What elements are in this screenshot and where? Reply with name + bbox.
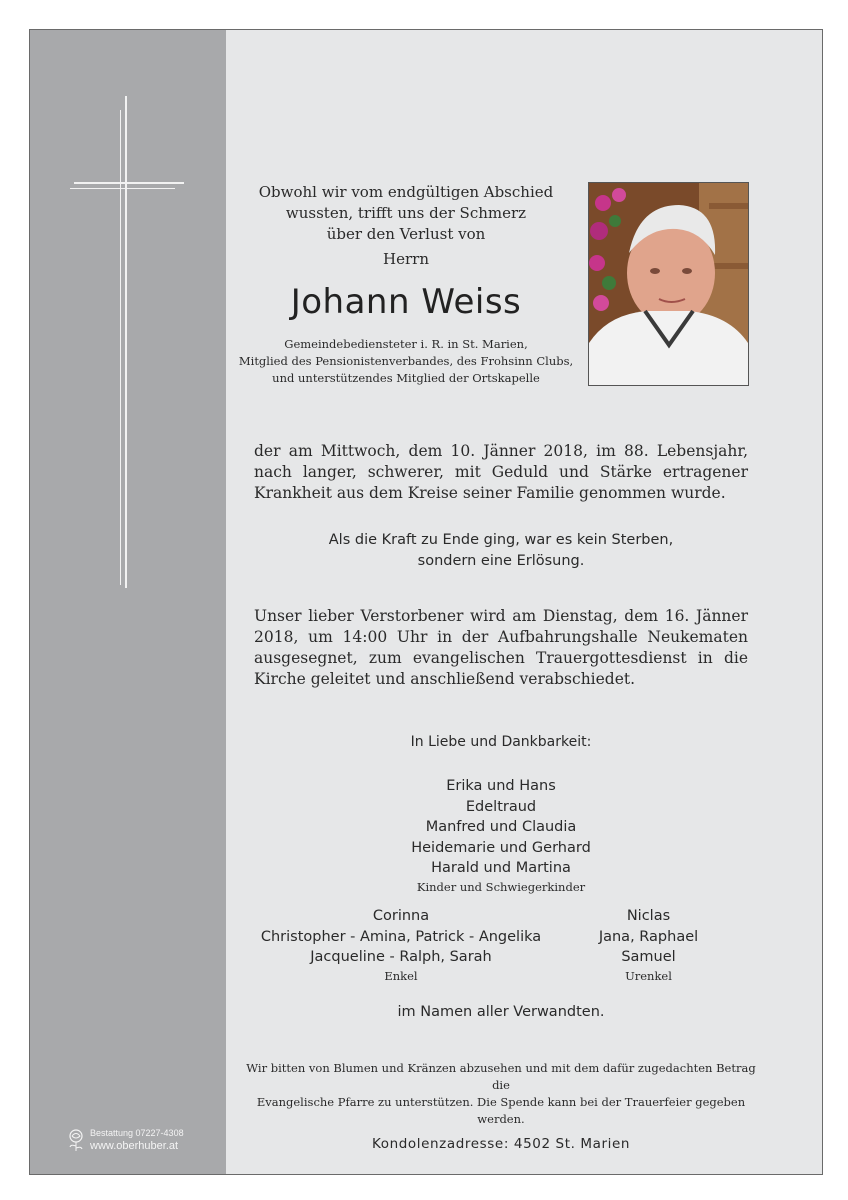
role-line: Mitglied des Pensionistenverbandes, des Frohsinn Clubs, <box>238 354 574 368</box>
great-grandchildren-list <box>566 906 731 984</box>
donation-line: Evangelische Pfarre zu unterstützen. Die Spende kann bei der Trauerfeier gegeben werden. <box>256 1095 746 1126</box>
intro-line: wussten, trifft uns der Schmerz <box>285 204 527 222</box>
rose-icon <box>66 1128 86 1152</box>
list-item: Jana, Raphael <box>598 928 699 945</box>
deceased-roles <box>236 336 576 387</box>
list-item: Samuel <box>621 949 676 965</box>
cross-line <box>74 182 184 184</box>
intro-line: Obwohl wir vom endgültigen Abschied <box>258 183 554 201</box>
quote-line: Als die Kraft zu Ende ging, war es kein Sterben, <box>328 532 674 548</box>
quote-line: sondern eine Erlösung. <box>417 553 585 569</box>
quote <box>254 530 748 572</box>
list-item: Harald und Martina <box>431 860 571 876</box>
role-line: Gemeindebediensteter i. R. in St. Marien, <box>284 337 528 351</box>
intro-text <box>256 182 556 245</box>
side-panel <box>30 30 226 1174</box>
portrait-image <box>589 183 748 385</box>
grandchildren-list <box>236 906 566 984</box>
list-item: Christopher - Amina, Patrick - Angelika <box>260 928 542 945</box>
list-item: Manfred und Claudia <box>425 819 577 835</box>
grandchildren-label: Enkel <box>384 968 418 983</box>
list-item: Jacqueline - Ralph, Sarah <box>310 949 492 965</box>
death-notice-paragraph: der am Mittwoch, dem 10. Jänner 2018, im 88. Lebensjahr, nach langer, schwerer, mit Geduld und Stärke ertragener Krankheit aus dem Kreise seiner Familie genommen wurde. <box>254 442 748 502</box>
role-line: und unterstützendes Mitglied der Ortskapelle <box>272 371 540 385</box>
obituary-card <box>29 29 823 1175</box>
list-item: Corinna <box>372 908 430 924</box>
list-item: Niclas <box>626 908 671 924</box>
cross-line <box>70 188 175 189</box>
funeral-home-phone: Bestattung 07227-4308 <box>90 1128 184 1138</box>
list-item: Edeltraud <box>465 798 537 815</box>
intro-line: über den Verlust von <box>326 225 486 243</box>
great-grandchildren-label: Urenkel <box>625 968 672 983</box>
list-item: Erika und Hans <box>446 778 556 794</box>
donation-line: Wir bitten von Blumen und Kränzen abzusehen und mit dem dafür zugedachten Betrag die <box>246 1061 756 1092</box>
thanks-heading: In Liebe und Dankbarkeit: <box>410 734 592 750</box>
obituary-content <box>226 30 822 1174</box>
list-item: Heidemarie und Gerhard <box>411 839 591 856</box>
deceased-name: Johann Weiss <box>290 282 522 322</box>
salutation: Herrn <box>383 250 429 268</box>
cross-icon <box>125 96 127 588</box>
portrait-photo <box>588 182 749 386</box>
donation-note <box>244 1060 758 1128</box>
children-label: Kinder und Schwiegerkinder <box>416 879 586 894</box>
relatives-line: im Namen aller Verwandten. <box>397 1004 605 1020</box>
funeral-details-paragraph: Unser lieber Verstorbener wird am Dienstag, dem 16. Jänner 2018, um 14:00 Uhr in der Aufbahrungshalle Neukematen ausgesegnet, zum evangelischen Trauergottesdienst in die Kirche geleitet und anschließend verabschiedet. <box>254 607 748 688</box>
children-list <box>254 776 748 895</box>
funeral-home-website[interactable]: www.oberhuber.at <box>90 1140 179 1152</box>
condolence-address: Kondolenzadresse: 4502 St. Marien <box>371 1136 631 1152</box>
